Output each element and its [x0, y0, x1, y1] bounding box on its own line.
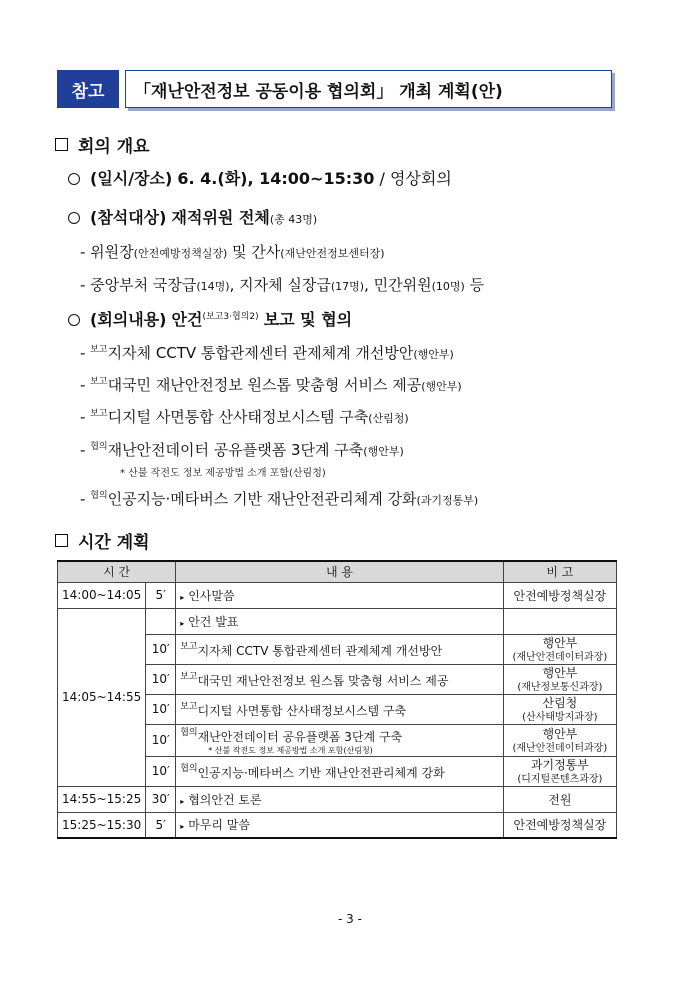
- document-title: 「재난안전정보 공동이용 협의회」 개최 계획(안): [125, 70, 612, 108]
- attendee-detail-1: - 위원장(안전예방정책실장) 및 간사(재난안전정보센터장): [80, 243, 385, 261]
- table-row: 10′ $^{보고}$디지털 사면통합 산사태정보시스템 구축 산림청 (산사태방지과장): [58, 694, 617, 724]
- reference-tag: 참고: [57, 70, 119, 108]
- table-row: 10′ $^{보고}$지자체 CCTV 통합관제센터 관제체계 개선방안 행안부 (재난안전데이터과장): [58, 634, 617, 664]
- square-bullet-icon: [55, 138, 68, 151]
- page-number: - 3 -: [338, 912, 362, 926]
- col-content-header: 내 용: [176, 561, 504, 582]
- agenda-item: - $^{보고}$대국민 재난안전정보 원스톱 맞춤형 서비스 제공(행안부): [80, 376, 462, 394]
- agenda-item: - $^{협의}$재난안전데이터 공유플랫폼 3단계 구축(행안부): [80, 441, 404, 459]
- circle-bullet-icon: [68, 173, 80, 185]
- col-remark-header: 비 고: [503, 561, 616, 582]
- schedule-heading: 시간 계획: [55, 528, 150, 553]
- agenda-item: - $^{협의}$인공지능·메타버스 기반 재난안전관리체계 강화(과기정통부): [80, 490, 479, 508]
- document-header: [57, 70, 612, 108]
- overview-heading: 회의 개요: [55, 132, 150, 157]
- col-time-header: 시 간: [58, 561, 176, 582]
- table-row: 10′ $^{협의}$재난안전데이터 공유플랫폼 3단계 구축 * 산불 작전도 정보 제공방법 소개 포함(산림청) 행안부 (재난안전데이터과장): [58, 724, 617, 756]
- agenda-item: - $^{보고}$지자체 CCTV 통합관제센터 관제체계 개선방안(행안부): [80, 344, 454, 362]
- table-row: 14:05~14:55 ▸ 안건 발표: [58, 608, 617, 634]
- table-row: 14:55~15:25 30′ ▸ 협의안건 토론 전원: [58, 786, 617, 812]
- content-line: (회의내용) 안건$^{(보고3\cdot 협의2)}$ 보고 및 협의: [68, 307, 352, 330]
- circle-bullet-icon: [68, 314, 80, 326]
- circle-bullet-icon: [68, 212, 80, 224]
- schedule-table: [57, 560, 617, 839]
- attendee-line: (참석대상) 재적위원 전체(총 43명): [68, 205, 317, 228]
- square-bullet-icon: [55, 534, 68, 547]
- agenda-note: * 산불 작전도 정보 제공방법 소개 포함(산림청): [120, 468, 326, 479]
- table-row: 10′ $^{보고}$대국민 재난안전정보 원스톱 맞춤형 서비스 제공 행안부 (재난정보통신과장): [58, 664, 617, 694]
- table-row: 10′ $^{협의}$인공지능·메타버스 기반 재난안전관리체계 강화 과기정통부 (디지털콘텐츠과장): [58, 756, 617, 786]
- table-header-row: [58, 561, 617, 582]
- agenda-item: - $^{보고}$디지털 사면통합 산사태정보시스템 구축(산림청): [80, 408, 409, 426]
- attendee-detail-2: - 중앙부처 국장급(14명), 지자체 실장급(17명), 민간위원(10명) 등: [80, 276, 485, 294]
- table-row: 15:25~15:30 5′ ▸ 마무리 말씀 안전예방정책실장: [58, 812, 617, 838]
- datetime-line: (일시/장소) 6. 4.(화), 14:00~15:30 / 영상회의: [68, 166, 452, 189]
- table-row: 14:00~14:05 5′ ▸ 인사말씀 안전예방정책실장: [58, 582, 617, 608]
